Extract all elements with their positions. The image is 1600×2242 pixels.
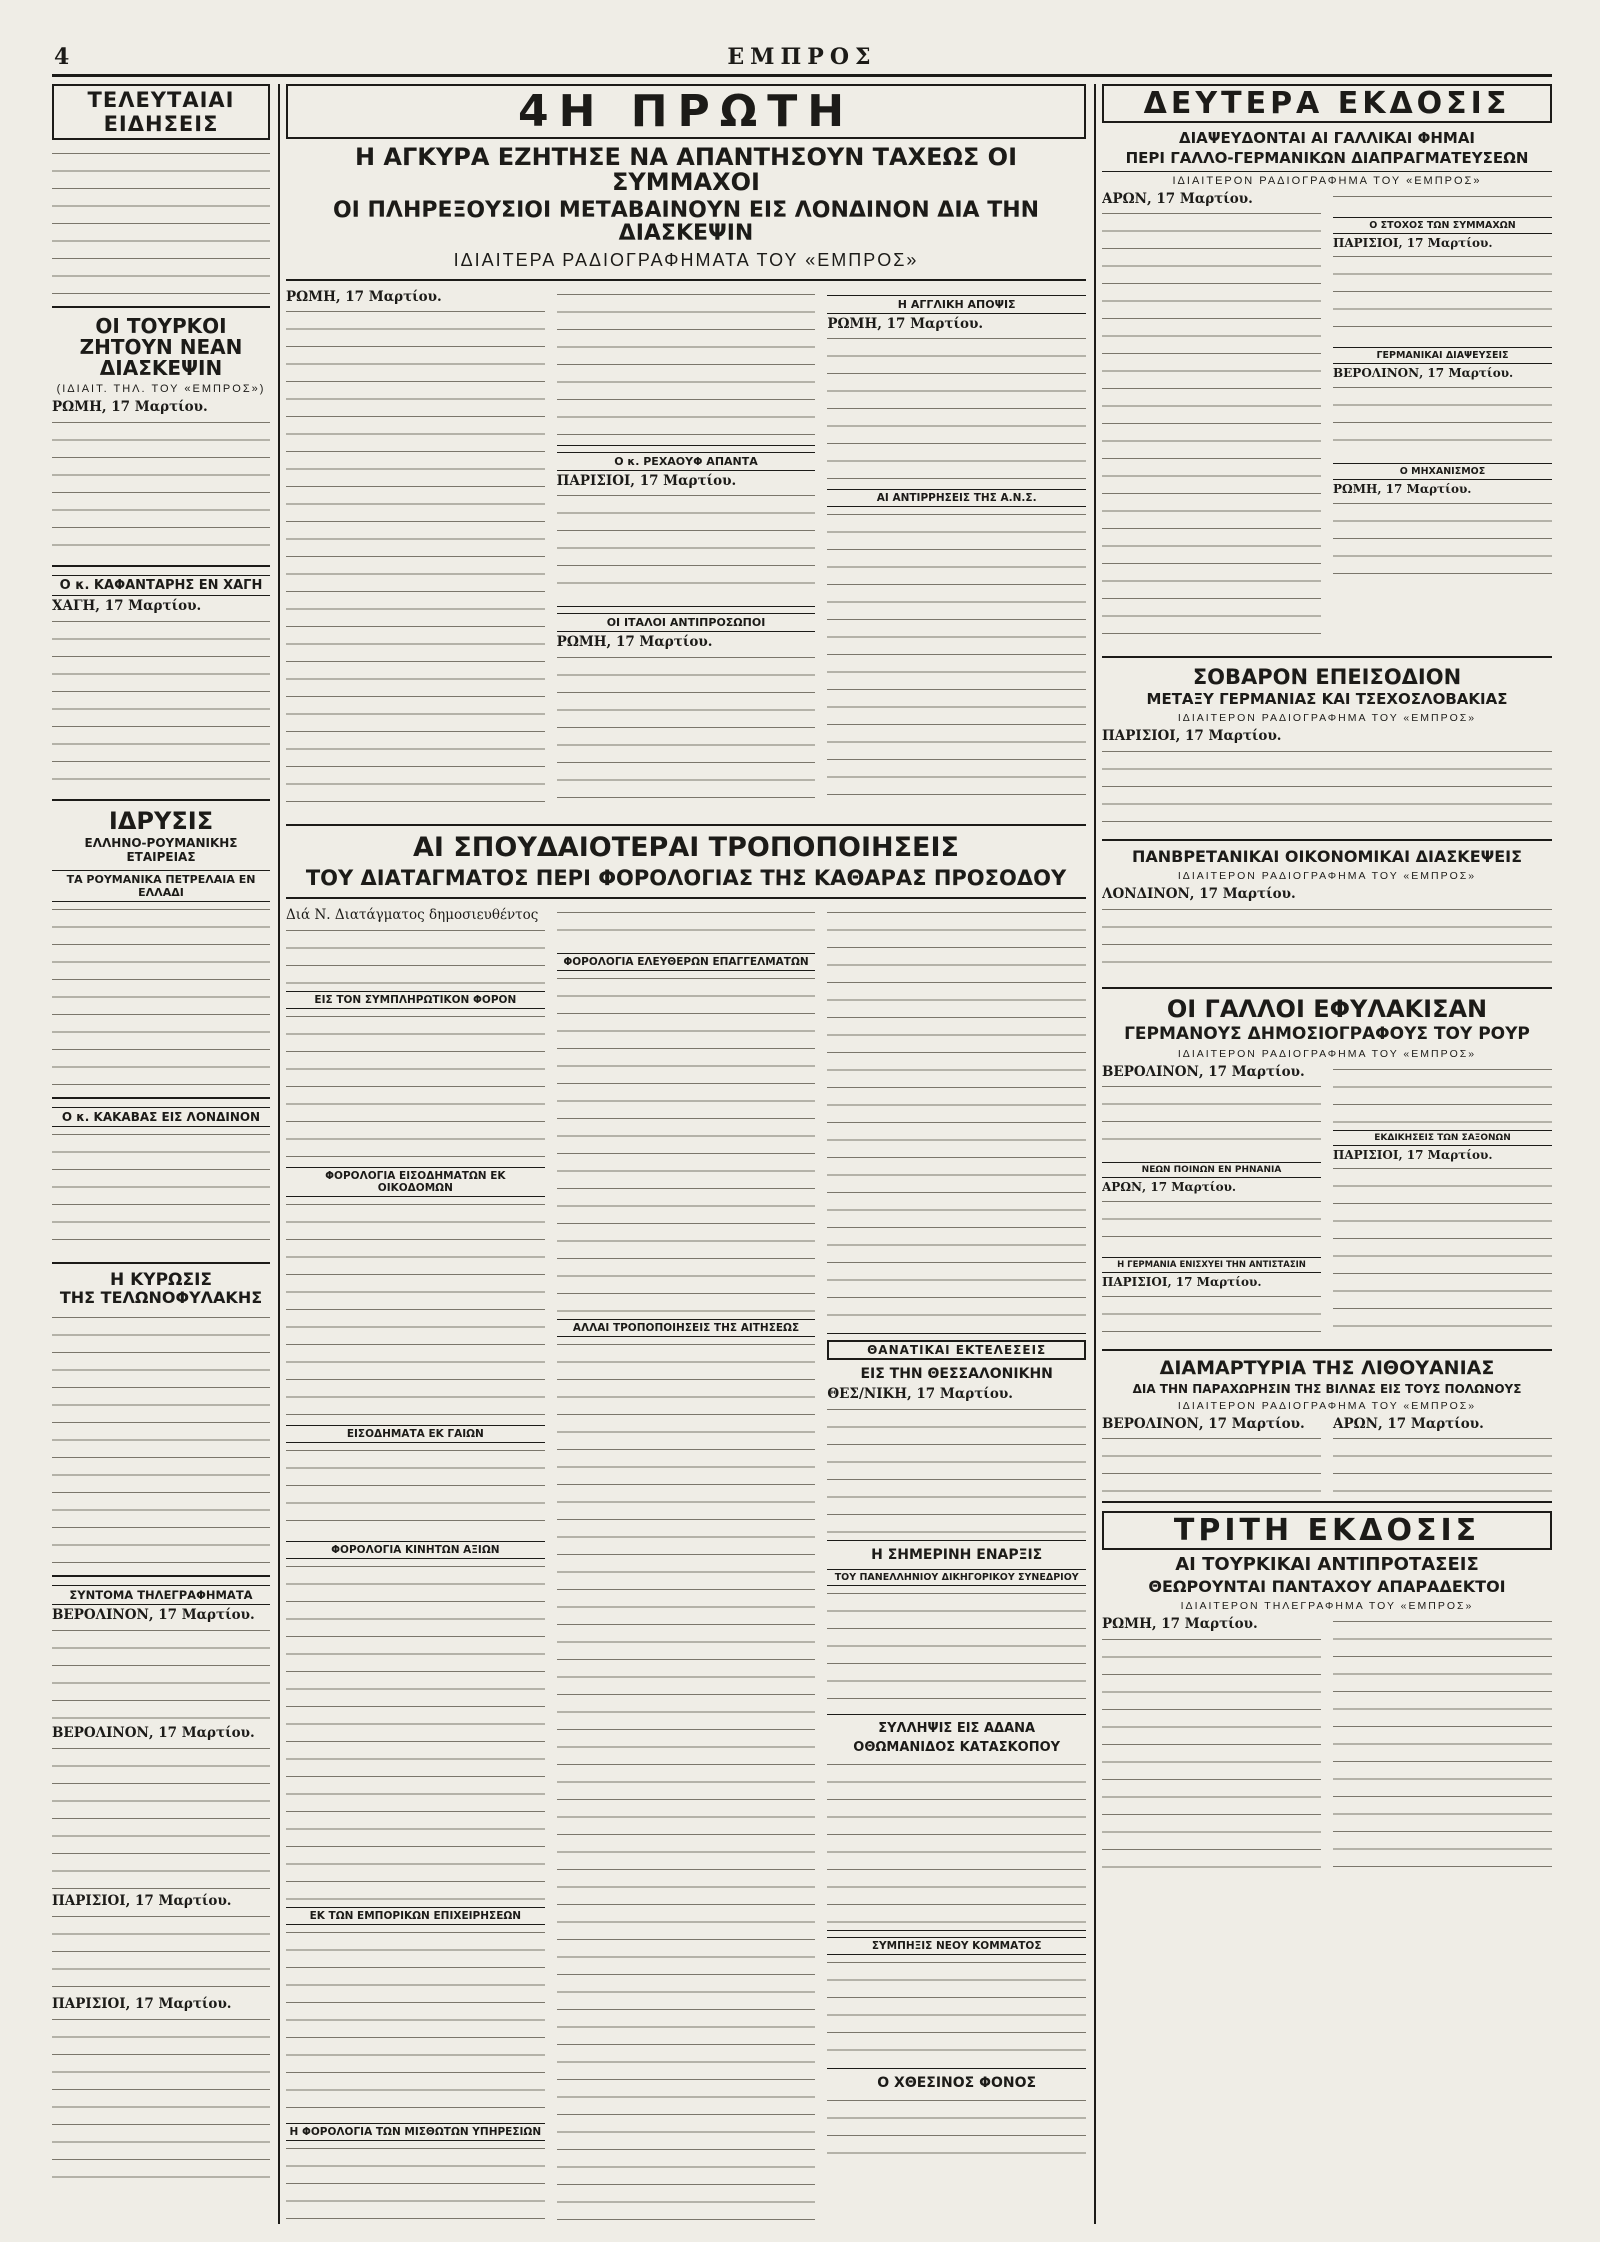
text-block — [52, 417, 270, 557]
text-block — [286, 1199, 545, 1419]
article-headline: Ο κ. ΚΑΚΑΒΑΣ ΕΙΣ ΛΟΝΔΙΝΟΝ — [52, 1107, 270, 1127]
text-block — [827, 1759, 1086, 1924]
text-block — [827, 907, 1086, 1327]
article-headline: ΣΥΛΛΗΨΙΣ ΕΙΣ ΑΔΑΝΑ — [878, 1720, 1036, 1736]
article-subhead: ΟΘΩΜΑΝΙΔΟΣ ΚΑΤΑΣΚΟΠΟΥ — [853, 1739, 1061, 1755]
section-subhead: ΕΙΣΟΔΗΜΑΤΑ ΕΚ ΓΑΙΩΝ — [286, 1425, 545, 1443]
paper-name: ΕΜΠΡΟΣ — [727, 44, 877, 70]
section-subhead: ΕΙΣ ΤΟΝ ΣΥΜΠΛΗΡΩΤΙΚΟΝ ΦΟΡΟΝ — [286, 991, 545, 1009]
article-headline: ΔΙΑΜΑΡΤΥΡΙΑ ΤΗΣ ΛΙΘΟΥΑΝΙΑΣ — [1159, 1357, 1495, 1380]
radio-line: ΙΔΙΑΙΤΕΡΟΝ ΡΑΔΙΟΓΡΑΦΗΜΑ ΤΟΥ «ΕΜΠΡΟΣ» — [1177, 1047, 1477, 1060]
dateline: ΠΑΡΙΣΙΟΙ, 17 Μαρτίου. — [1333, 235, 1493, 250]
article-headline: ΣΥΝΤΟΜΑ ΤΗΛΕΓΡΑΦΗΜΑΤΑ — [52, 1585, 270, 1605]
dateline: ΠΑΡΙΣΙΟΙ, 17 Μαρτίου. — [52, 1995, 232, 2012]
article-headline: ΙΔΡΥΣΙΣ — [108, 806, 214, 835]
text-block — [827, 333, 1086, 483]
article-subhead: ΝΕΩΝ ΠΟΙΝΩΝ ΕΝ ΡΗΝΑΝΙΑ — [1102, 1162, 1321, 1178]
text-block — [1333, 1064, 1552, 1124]
main-headline: ΟΙ ΠΛΗΡΕΞΟΥΣΙΟΙ ΜΕΤΑΒΑΙΝΟΥΝ ΕΙΣ ΛΟΝΔΙΝΟΝ ΔΙΑ ΤΗΝ ΔΙΑΣΚΕΨΙΝ — [332, 198, 1040, 247]
center-column — [286, 84, 1086, 2224]
dateline: ΡΩΜΗ, 17 Μαρτίου. — [1102, 1616, 1258, 1633]
article-headline: Ο κ. ΚΑΦΑΝΤΑΡΗΣ ΕΝ ΧΑΓΗ — [52, 575, 270, 596]
dateline: ΑΡΩΝ, 17 Μαρτίου. — [1102, 1180, 1237, 1195]
tax-story-columns — [286, 907, 1086, 2224]
text-block — [1333, 382, 1552, 457]
text-block — [52, 616, 270, 791]
article-headline: ΟΙ ΙΤΑΛΟΙ ΑΝΤΙΠΡΟΣΩΠΟΙ — [557, 613, 816, 632]
dateline: ΧΑΓΗ, 17 Μαρτίου. — [52, 597, 202, 614]
text-block — [52, 904, 270, 1089]
text-block — [52, 1312, 270, 1567]
text-block — [1102, 208, 1321, 648]
edition-banner: ΔΕΥΤΕΡΑ ΕΚΔΟΣΙΣ — [1102, 84, 1552, 123]
dateline: ΡΩΜΗ, 17 Μαρτίου. — [556, 634, 713, 651]
text-block — [557, 907, 816, 947]
text-block — [286, 1927, 545, 2117]
article-subhead: ΕΛΛΗΝΟ-ΡΟΥΜΑΝΙΚΗΣ ΕΤΑΙΡΕΙΑΣ — [84, 835, 238, 864]
dateline: ΠΑΡΙΣΙΟΙ, 17 Μαρτίου. — [52, 1893, 232, 1910]
article-subhead: ΤΗΣ ΤΕΛΩΝΟΦΥΛΑΚΗΣ — [59, 1287, 263, 1307]
text-block — [286, 306, 545, 816]
text-block — [52, 148, 270, 298]
article-subhead: ΔΙΑ ΤΗΝ ΠΑΡΑΧΩΡΗΣΙΝ ΤΗΣ ΒΙΛΝΑΣ ΕΙΣ ΤΟΥΣ ΠΟΛΩΝΟΥΣ — [1132, 1381, 1522, 1396]
dateline: ΡΩΜΗ, 17 Μαρτίου. — [286, 288, 442, 305]
article-headline: ΟΙ ΤΟΥΡΚΟΙ ΖΗΤΟΥΝ ΝΕΑΝ ΔΙΑΣΚΕΨΙΝ — [79, 314, 243, 380]
article-headline: Ο ΣΤΟΧΟΣ ΤΩΝ ΣΥΜΜΑΧΩΝ — [1333, 217, 1552, 234]
text-block — [52, 1743, 270, 1893]
article-subhead: ΤΑ ΡΟΥΜΑΝΙΚΑ ΠΕΤΡΕΛΑΙΑ ΕΝ ΕΛΛΑΔΙ — [52, 870, 270, 902]
edition-banner: ΤΡΙΤΗ ΕΚΔΟΣΙΣ — [1102, 1511, 1552, 1550]
radio-line: ΙΔΙΑΙΤΕΡΑ ΡΑΔΙΟΓΡΑΦΗΜΑΤΑ ΤΟΥ «ΕΜΠΡΟΣ» — [453, 249, 919, 270]
masthead — [52, 44, 1552, 77]
main-headline: ΠΕΡΙ ΓΑΛΛΟ-ΓΕΡΜΑΝΙΚΩΝ ΔΙΑΠΡΑΓΜΑΤΕΥΣΕΩΝ — [1125, 148, 1529, 167]
text-block — [52, 1911, 270, 1996]
section-subhead: ΦΟΡΟΛΟΓΙΑ ΕΙΣΟΔΗΜΑΤΩΝ ΕΚ ΟΙΚΟΔΟΜΩΝ — [286, 1167, 545, 1197]
main-headline: ΑΙ ΤΟΥΡΚΙΚΑΙ ΑΝΤΙΠΡΟΤΑΣΕΙΣ — [1175, 1554, 1479, 1576]
article-headline: ΠΑΝΒΡΕΤΑΝΙΚΑΙ ΟΙΚΟΝΟΜΙΚΑΙ ΔΙΑΣΚΕΨΕΙΣ — [1131, 846, 1523, 866]
right-column — [1102, 84, 1552, 2224]
text-block — [286, 1445, 545, 1535]
dateline: ΛΟΝΔΙΝΟΝ, 17 Μαρτίου. — [1102, 885, 1296, 902]
text-block — [1102, 1291, 1321, 1341]
dateline: ΑΡΩΝ, 17 Μαρτίου. — [1102, 190, 1253, 207]
lead-story-columns — [286, 289, 1086, 817]
section-subhead: ΕΚ ΤΩΝ ΕΜΠΟΡΙΚΩΝ ΕΠΙΧΕΙΡΗΣΕΩΝ — [286, 1907, 545, 1925]
text-block — [1333, 251, 1552, 341]
article-headline: ΟΙ ΓΑΛΛΟΙ ΕΦΥΛΑΚΙΣΑΝ — [1166, 994, 1488, 1023]
section-subhead: ΦΟΡΟΛΟΓΙΑ ΕΛΕΥΘΕΡΩΝ ΕΠΑΓΓΕΛΜΑΤΩΝ — [557, 953, 816, 971]
text-block — [827, 509, 1086, 809]
jail-story-columns — [1102, 1064, 1552, 1341]
article-headline: ΘΑΝΑΤΙΚΑΙ ΕΚΤΕΛΕΣΕΙΣ — [827, 1340, 1086, 1360]
dateline: ΠΑΡΙΣΙΟΙ, 17 Μαρτίου. — [1102, 728, 1282, 745]
text-block — [1102, 1433, 1321, 1493]
article-headline: Η ΣΗΜΕΡΙΝΗ ΕΝΑΡΞΙΣ — [871, 1546, 1043, 1563]
article-headline: ΓΕΡΜΑΝΙΚΑΙ ΔΙΑΨΕΥΣΕΙΣ — [1333, 347, 1552, 364]
article-subhead: ΕΚΔΙΚΗΣΕΙΣ ΤΩΝ ΣΑΞΟΝΩΝ — [1333, 1130, 1552, 1146]
dateline: ΡΩΜΗ, 17 Μαρτίου. — [52, 399, 208, 415]
text-block — [1333, 1163, 1552, 1328]
dateline: ΘΕΣ/ΝΙΚΗ, 17 Μαρτίου. — [827, 1385, 1013, 1402]
text-block — [557, 289, 816, 439]
edition-banner: 4Η ΠΡΩΤΗ — [286, 84, 1086, 139]
text-block — [827, 1404, 1086, 1534]
text-block — [1102, 904, 1552, 979]
lith-story-columns — [1102, 1416, 1552, 1494]
main-headline: ΘΕΩΡΟΥΝΤΑΙ ΠΑΝΤΑΧΟΥ ΑΠΑΡΑΔΕΚΤΟΙ — [1148, 1577, 1506, 1597]
text-block — [557, 1339, 816, 2224]
article-headline: Ο ΧΘΕΣΙΝΟΣ ΦΟΝΟΣ — [877, 2074, 1037, 2091]
column-rule — [1094, 84, 1096, 2224]
text-block — [52, 1129, 270, 1254]
text-block — [1333, 1433, 1552, 1493]
text-block — [827, 1957, 1086, 2062]
article-subhead: ΜΕΤΑΞΥ ΓΕΡΜΑΝΙΑΣ ΚΑΙ ΤΣΕΧΟΣΛΟΒΑΚΙΑΣ — [1146, 690, 1508, 709]
text-block — [827, 1588, 1086, 1708]
article-headline: ΣΥΜΠΗΞΙΣ ΝΕΟΥ ΚΟΜΜΑΤΟΣ — [827, 1937, 1086, 1955]
section-subhead: ΦΟΡΟΛΟΓΙΑ ΚΙΝΗΤΩΝ ΑΞΙΩΝ — [286, 1541, 545, 1559]
dateline: ΠΑΡΙΣΙΟΙ, 17 Μαρτίου. — [1102, 1275, 1262, 1290]
text-block — [286, 1011, 545, 1161]
article-headline: Ο ΜΗΧΑΝΙΣΜΟΣ — [1333, 463, 1552, 480]
text-block — [1102, 746, 1552, 831]
main-headline: Η ΑΓΚΥΡΑ ΕΖΗΤΗΣΕ ΝΑ ΑΠΑΝΤΗΣΟΥΝ ΤΑΧΕΩΣ ΟΙ ΣΥΜΜΑΧΟΙ — [354, 143, 1018, 197]
radio-line: ΙΔΙΑΙΤΕΡΟΝ ΡΑΔΙΟΓΡΑΦΗΜΑ ΤΟΥ «ΕΜΠΡΟΣ» — [1177, 1399, 1477, 1412]
article-subhead: ΤΟΥ ΠΑΝΕΛΛΗΝΙΟΥ ΔΙΚΗΓΟΡΙΚΟΥ ΣΥΝΕΔΡΙΟΥ — [827, 1569, 1086, 1586]
page-number: 4 — [54, 44, 70, 70]
article-subhead: ΕΙΣ ΤΗΝ ΘΕΣΣΑΛΟΝΙΚΗΝ — [860, 1365, 1053, 1382]
text-block — [286, 2143, 545, 2224]
text-block — [1333, 498, 1552, 588]
article-subhead: Η ΓΕΡΜΑΝΙΑ ΕΝΙΣΧΥΕΙ ΤΗΝ ΑΝΤΙΣΤΑΣΙΝ — [1102, 1257, 1321, 1273]
article-headline: ΑΙ ΑΝΤΙΡΡΗΣΕΙΣ ΤΗΣ Α.Ν.Σ. — [827, 489, 1086, 507]
dateline: ΠΑΡΙΣΙΟΙ, 17 Μαρτίου. — [556, 472, 737, 489]
text-block — [1102, 1196, 1321, 1251]
main-headline: ΔΙΑΨΕΥΔΟΝΤΑΙ ΑΙ ΓΑΛΛΙΚΑΙ ΦΗΜΑΙ — [1178, 129, 1476, 147]
dateline: ΡΩΜΗ, 17 Μαρτίου. — [1333, 482, 1472, 497]
left-column — [52, 84, 270, 2224]
newspaper-page — [52, 44, 1552, 2229]
text-block — [827, 2095, 1086, 2155]
text-block — [557, 973, 816, 1313]
text-block — [286, 1561, 545, 1901]
dateline: ΡΩΜΗ, 17 Μαρτίου. — [827, 315, 984, 332]
text-block — [286, 925, 545, 985]
dateline: ΒΕΡΟΛΙΝΟΝ, 17 Μαρτίου. — [1102, 1063, 1305, 1080]
section-subhead: Η ΦΟΡΟΛΟΓΙΑ ΤΩΝ ΜΙΣΘΩΤΩΝ ΥΠΗΡΕΣΙΩΝ — [286, 2123, 545, 2141]
radio-line: ΙΔΙΑΙΤΕΡΟΝ ΡΑΔΙΟΓΡΑΦΗΜΑ ΤΟΥ «ΕΜΠΡΟΣ» — [1102, 171, 1552, 187]
article-headline: Η ΑΓΓΛΙΚΗ ΑΠΟΨΙΣ — [827, 295, 1086, 314]
latest-news-header: ΤΕΛΕΥΤΑΙΑΙ ΕΙΔΗΣΕΙΣ — [52, 84, 270, 140]
text-block — [52, 1625, 270, 1725]
radio-line: ΙΔΙΑΙΤΕΡΟΝ ΡΑΔΙΟΓΡΑΦΗΜΑ ΤΟΥ «ΕΜΠΡΟΣ» — [1177, 712, 1477, 725]
text-block — [1333, 1616, 1552, 1876]
tax-headline: ΑΙ ΣΠΟΥΔΑΙΟΤΕΡΑΙ ΤΡΟΠΟΠΟΙΗΣΕΙΣ — [413, 832, 959, 864]
tax-headline: ΤΟΥ ΔΙΑΤΑΓΜΑΤΟΣ ΠΕΡΙ ΦΟΡΟΛΟΓΙΑΣ ΤΗΣ ΚΑΘΑΡΑΣ ΠΡΟΣΟΔΟΥ — [305, 865, 1067, 890]
dateline: ΠΑΡΙΣΙΟΙ, 17 Μαρτίου. — [1333, 1147, 1493, 1162]
article-headline: ΣΟΒΑΡΟΝ ΕΠΕΙΣΟΔΙΟΝ — [1192, 665, 1462, 690]
radio-line: ΙΔΙΑΙΤΕΡΟΝ ΤΗΛΕΓΡΑΦΗΜΑ ΤΟΥ «ΕΜΠΡΟΣ» — [1180, 1600, 1474, 1613]
dateline: ΑΡΩΝ, 17 Μαρτίου. — [1333, 1415, 1484, 1432]
radio-line: ΙΔΙΑΙΤΕΡΟΝ ΡΑΔΙΟΓΡΑΦΗΜΑ ΤΟΥ «ΕΜΠΡΟΣ» — [1177, 869, 1477, 882]
article-headline: Ο κ. ΡΕΧΑΟΥΦ ΑΠΑΝΤΑ — [557, 452, 816, 471]
dateline: ΒΕΡΟΛΙΝΟΝ, 17 Μαρτίου. — [1102, 1415, 1305, 1432]
lead-story-columns — [1102, 191, 1552, 649]
column-rule — [278, 84, 280, 2224]
text-block — [52, 2014, 270, 2194]
text-block — [1102, 1081, 1321, 1156]
article-subhead: (ΙΔΙΑΙΤ. ΤΗΛ. ΤΟΥ «ΕΜΠΡΟΣ») — [56, 383, 266, 395]
text-block — [1102, 1634, 1321, 1874]
article-headline: ΓΕΡΜΑΝΟΥΣ ΔΗΜΟΣΙΟΓΡΑΦΟΥΣ ΤΟΥ ΡΟΥΡ — [1124, 1023, 1530, 1044]
third-story-columns — [1102, 1616, 1552, 1876]
dateline: ΒΕΡΟΛΙΝΟΝ, 17 Μαρτίου. — [52, 1725, 255, 1742]
section-subhead: ΑΛΛΑΙ ΤΡΟΠΟΠΟΙΗΣΕΙΣ ΤΗΣ ΑΙΤΗΣΕΩΣ — [557, 1319, 816, 1337]
dateline: ΒΕΡΟΛΙΝΟΝ, 17 Μαρτίου. — [52, 1607, 255, 1624]
tax-intro: Διά Ν. Διατάγματος δημοσιευθέντος — [286, 906, 539, 923]
article-headline: Η ΚΥΡΩΣΙΣ — [109, 1269, 213, 1290]
text-block — [557, 652, 816, 812]
text-block — [1333, 191, 1552, 211]
text-block — [557, 490, 816, 600]
dateline: ΒΕΡΟΛΙΝΟΝ, 17 Μαρτίου. — [1333, 366, 1514, 381]
